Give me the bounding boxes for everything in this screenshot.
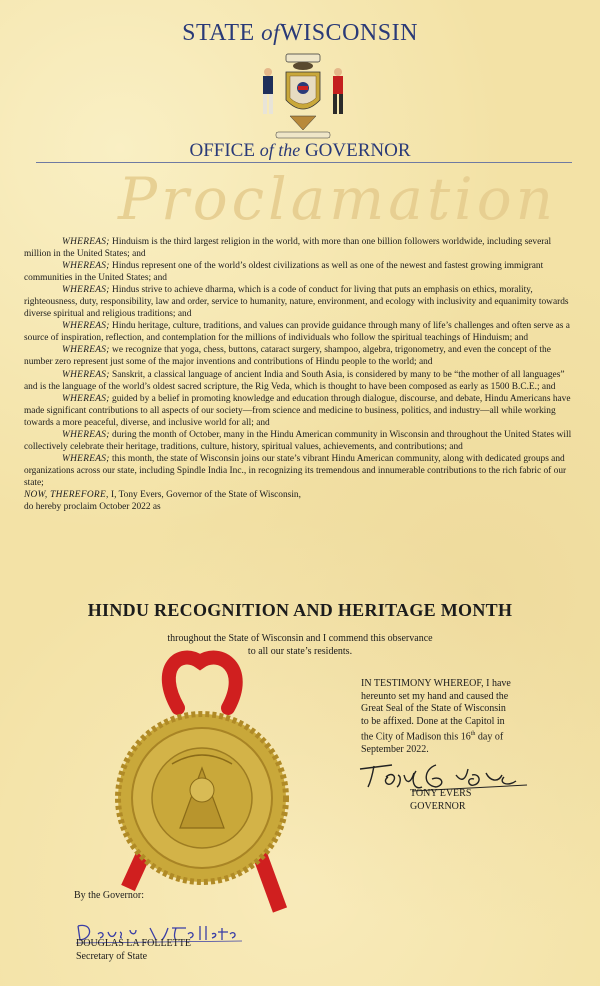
governor-title: GOVERNOR xyxy=(410,800,466,812)
of-the-word: of the xyxy=(259,140,301,160)
whereas-paragraph: WHEREAS; Sanskrit, a classical language of ancient India and South Asia, is considered by many to be “the mother of all languages” and is the language of the world’s oldest sacred scripture, the Rig Veda, which is thought to have been composed as early as 1500 B.C.E.; and xyxy=(24,369,565,392)
of-word: of xyxy=(261,20,281,45)
observance-text: throughout the State of Wisconsin and I commend this observance to all our state’s residents. xyxy=(167,633,433,657)
secretary-title: Secretary of State xyxy=(76,950,148,962)
by-the-governor: By the Governor: xyxy=(74,890,144,901)
whereas-paragraph: WHEREAS; this month, the state of Wisconsin joins our state’s vibrant Hindu American community, along with dedicated groups and organizations across our state, including Spindle India Inc., in recognizing its tremendous and innumerable contributions to the rich fabric of our state; xyxy=(24,453,567,488)
whereas-paragraph: WHEREAS; Hindus represent one of the world’s oldest civilizations as well as one of the newest and fastest growing immigrant communities in the United States; and xyxy=(24,261,544,284)
testimony-block: IN TESTIMONY WHEREOF, I have hereunto set my hand and caused the Great Seal of the State of Wisconsin to be affixed. Done at the Capitol in the City of Madison this 16th day of September 2022. xyxy=(361,678,511,756)
header-title xyxy=(0,20,600,47)
now-therefore-label: NOW, THEREFORE, xyxy=(24,489,109,500)
state-word: STATE xyxy=(182,20,255,46)
whereas-paragraph: WHEREAS; guided by a belief in promoting knowledge and education through dialogue, discourse, and debate, Hindu Americans have made significant contributions to all aspects of our society—from science and medicine to business, politics, and industry—all while working towards a more peaceful, diverse, and inclusive world for all; and xyxy=(24,393,571,428)
header-divider xyxy=(36,162,572,163)
wisconsin-word: WISCONSIN xyxy=(280,20,418,46)
governor-word: GOVERNOR xyxy=(304,140,411,161)
now-therefore-block: NOW, THEREFORE, I, Tony Evers, Governor of the State of Wisconsin, do hereby proclaim October 2022 as xyxy=(24,489,301,513)
governor-name-block xyxy=(410,788,471,813)
governor-name: TONY EVERS xyxy=(410,788,472,799)
proclamation-watermark: Proclamation xyxy=(118,165,557,233)
proclamation-body xyxy=(24,236,576,513)
secretary-name-block xyxy=(76,938,191,963)
whereas-paragraph: WHEREAS; Hindu heritage, culture, traditions, and values can provide guidance through many of life’s challenges and often serve as a source of inspiration, reflection, and contemplation for the millions of individuals who follow the spiritual teachings of Hinduism; and xyxy=(24,321,570,344)
proclamation-headline: HINDU RECOGNITION AND HERITAGE MONTH xyxy=(87,600,513,620)
gold-seal-icon xyxy=(100,648,300,918)
office-word: OFFICE xyxy=(189,140,255,161)
whereas-paragraph: WHEREAS; we recognize that yoga, chess, buttons, cataract surgery, shampoo, algebra, trigonometry, and even the concept of the number zero represent just some of the major inventions and contributions of Hindu people to the world; and xyxy=(24,345,551,368)
whereas-paragraph: WHEREAS; Hinduism is the third largest religion in the world, with more than one billion followers worldwide, including several million in the United States; and xyxy=(24,237,552,260)
whereas-paragraph: WHEREAS; Hindus strive to achieve dharma, which is a code of conduct for living that puts an emphasis on ethics, morality, righteousness, duty, responsibility, law and order, service to humanity, nature, environment, and ecology with inclusivity and equanimity towards diverse spiritual and religious traditions; and xyxy=(24,285,569,320)
secretary-name: DOUGLAS LA FOLLETTE xyxy=(76,938,191,949)
whereas-paragraph: WHEREAS; during the month of October, many in the Hindu American community in Wisconsin and throughout the United States will collectively celebrate their heritage, traditions, culture, history, spiritual values, achievements, and contributions; and xyxy=(24,429,572,452)
office-of-the-governor xyxy=(0,140,600,162)
wisconsin-coat-of-arms-icon xyxy=(248,52,358,142)
